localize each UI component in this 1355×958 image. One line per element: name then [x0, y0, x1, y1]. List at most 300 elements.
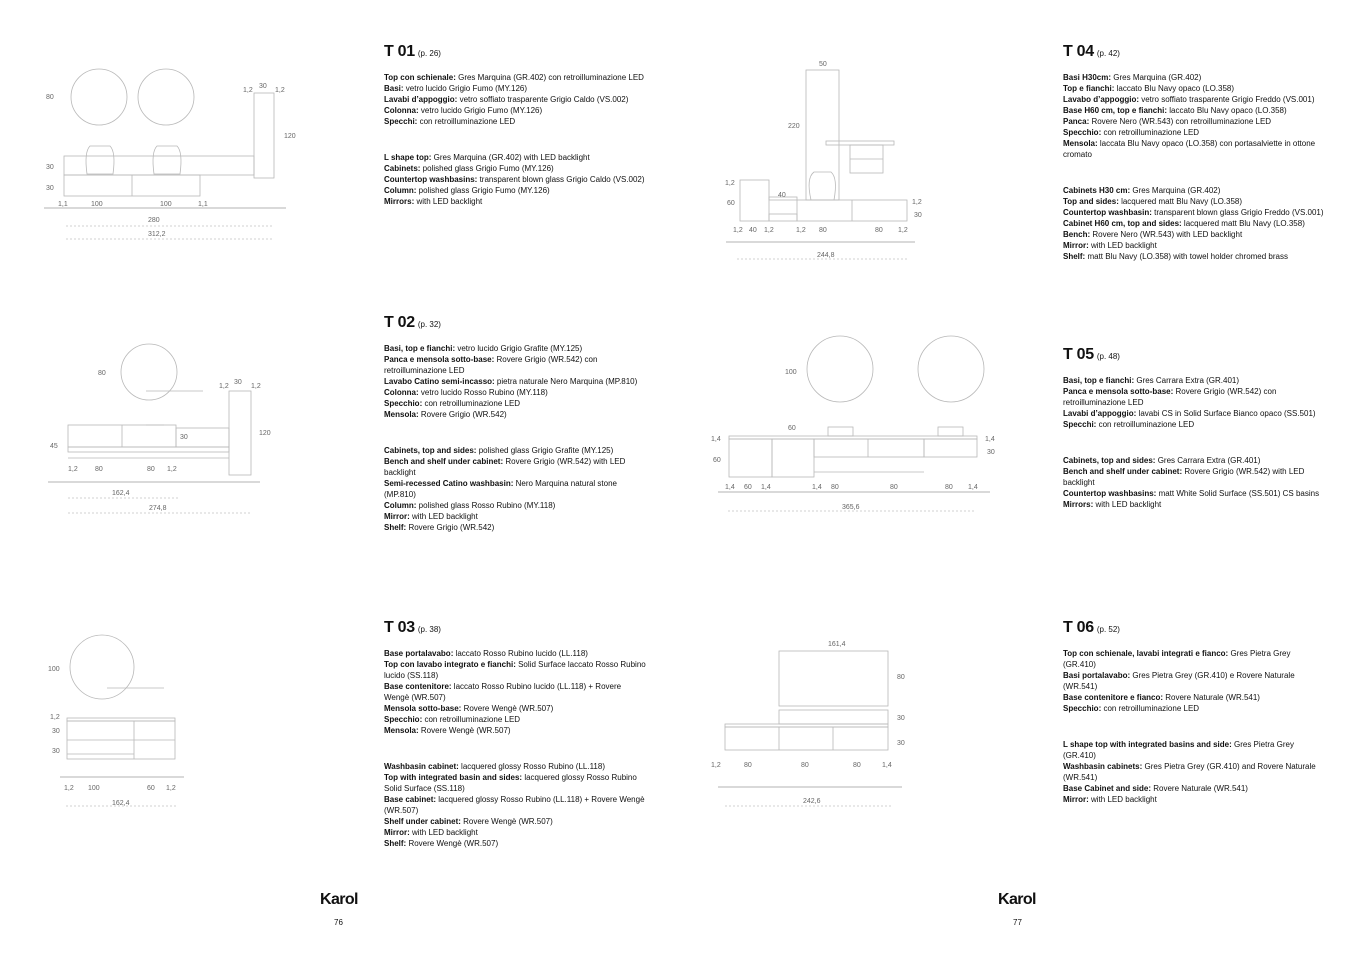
- spec-line: [1063, 207, 1325, 218]
- spec-label: Colonna:: [384, 106, 419, 115]
- t04-title: [1063, 43, 1325, 63]
- spec-line: [1063, 251, 1325, 262]
- spec-line: [1063, 783, 1325, 794]
- spec-label: Base Cabinet and side:: [1063, 784, 1152, 793]
- spec-line: [384, 827, 646, 838]
- t06-section-gap: [1063, 714, 1325, 739]
- spec-label: Base contenitore:: [384, 682, 452, 691]
- spec-label: Top e fianchi:: [1063, 84, 1115, 93]
- spec-value: Rovere Nero (WR.543) with LED backlight: [1090, 230, 1243, 239]
- spec-label: Specchio:: [1063, 128, 1102, 137]
- spec-value: Gres Pietra Grey (GR.410): [1063, 649, 1291, 669]
- spec-line: [384, 94, 646, 105]
- spec-line: [384, 681, 646, 703]
- t06-dim-b1: 1,2: [711, 762, 721, 769]
- t04-dim-b6: 80: [875, 227, 883, 234]
- spec-label: Specchio:: [1063, 704, 1102, 713]
- spec-line: [384, 456, 646, 478]
- spec-line: [384, 648, 646, 659]
- spec-label: Base portalavabo:: [384, 649, 454, 658]
- spec-label: Basi, top e fianchi:: [384, 344, 456, 353]
- spec-line: [384, 185, 646, 196]
- t01-title: [384, 43, 646, 63]
- spec-label: Basi:: [384, 84, 404, 93]
- spec-label: L shape top with integrated basins and side:: [1063, 740, 1232, 749]
- spec-value: with LED backlight: [414, 197, 483, 206]
- t06-drawing: [711, 641, 905, 806]
- spec-line: [384, 511, 646, 522]
- t04-italian-spec: [1063, 72, 1325, 160]
- t05-section-gap: [1063, 430, 1325, 455]
- spec-value: matt White Solid Surface (SS.501) CS basins: [1156, 489, 1320, 498]
- t01-english-spec: [384, 152, 646, 207]
- spec-line: [384, 116, 646, 127]
- t05-drawing: [711, 336, 995, 511]
- spec-value: Nero Marquina natural stone (MP.810): [384, 479, 618, 499]
- spec-line: [384, 659, 646, 681]
- spec-label: Shelf:: [384, 839, 407, 848]
- t04-dim-b1: 1,2: [733, 227, 743, 234]
- spec-value: Rovere Naturale (WR.541): [1151, 784, 1248, 793]
- t02-title-text: T 02: [384, 314, 415, 331]
- t01-dim-1-2b: 1,2: [275, 87, 285, 94]
- spec-label: Bench:: [1063, 230, 1091, 239]
- spec-label: Bench and shelf under cabinet:: [384, 457, 504, 466]
- t06-dim-30b: 30: [897, 740, 905, 747]
- spec-label: Panca:: [1063, 117, 1090, 126]
- spec-value: laccato Rosso Rubino lucido (LL.118): [453, 649, 588, 658]
- t02-spec: [384, 314, 646, 533]
- t02-dim-1-2b: 1,2: [251, 383, 261, 390]
- spec-line: [1063, 138, 1325, 160]
- t05-title-text: T 05: [1063, 346, 1094, 363]
- t02-title: [384, 314, 646, 334]
- spec-value: transparent blown glass Grigio Caldo (VS.002): [477, 175, 645, 184]
- t01-dim-30: 30: [259, 83, 267, 90]
- spec-line: [1063, 408, 1325, 419]
- spec-line: [384, 522, 646, 533]
- t01-section-gap: [384, 127, 646, 152]
- spec-label: Mirror:: [384, 828, 410, 837]
- spec-value: Rovere Wengè (WR.507): [461, 704, 554, 713]
- spec-label: Shelf:: [1063, 252, 1086, 261]
- t02-dim-1-2c: 1,2: [68, 466, 78, 473]
- t05-italian-spec: [1063, 375, 1325, 430]
- spec-value: Gres Pietra Grey (GR.410) and Rovere Naturale (WR.541): [1063, 762, 1316, 782]
- spec-label: Lavabi d’appoggio:: [1063, 409, 1137, 418]
- t06-dim-b4: 80: [853, 762, 861, 769]
- spec-value: laccata Blu Navy opaco (LO.358) con portasalviette in ottone cromato: [1063, 139, 1316, 159]
- spec-label: Cabinets, top and sides:: [1063, 456, 1156, 465]
- spec-line: [384, 376, 646, 387]
- spec-label: Lavabo d’appoggio:: [1063, 95, 1139, 104]
- spec-line: [384, 703, 646, 714]
- spec-line: [1063, 761, 1325, 783]
- t01-page-ref: (p. 26): [417, 49, 441, 58]
- spec-line: [384, 387, 646, 398]
- t04-page-ref: (p. 42): [1096, 49, 1120, 58]
- spec-label: Countertop washbasins:: [1063, 489, 1157, 498]
- spec-value: con retroilluminazione LED: [1101, 128, 1200, 137]
- spec-value: con retroilluminazione LED: [422, 715, 521, 724]
- t06-dim-b2: 80: [744, 762, 752, 769]
- spec-line: [1063, 455, 1325, 466]
- t02-dim-80b: 80: [147, 466, 155, 473]
- spec-value: Rovere Grigio (WR.542) with LED backlight: [1063, 467, 1305, 487]
- spec-label: Bench and shelf under cabinet:: [1063, 467, 1183, 476]
- spec-label: L shape top:: [384, 153, 432, 162]
- t05-dim-60top: 60: [788, 425, 796, 432]
- t05-dim-365-6: 365,6: [842, 504, 860, 511]
- spec-label: Shelf:: [384, 523, 407, 532]
- t06-title-text: T 06: [1063, 619, 1094, 636]
- t05-dim-1-4r: 1,4: [985, 436, 995, 443]
- t01-dim-30b: 30: [46, 185, 54, 192]
- spec-line: [384, 354, 646, 376]
- t04-dim-b4: 1,2: [796, 227, 806, 234]
- spec-label: Basi H30cm:: [1063, 73, 1112, 82]
- t01-dim-30a: 30: [46, 164, 54, 171]
- spec-label: Specchi:: [384, 117, 418, 126]
- t03-english-spec: [384, 761, 646, 849]
- spec-value: laccato Blu Navy opaco (LO.358): [1114, 84, 1235, 93]
- spec-label: Top with integrated basin and sides:: [384, 773, 523, 782]
- spec-label: Top con schienale, lavabi integrati e fianco:: [1063, 649, 1229, 658]
- t01-title-text: T 01: [384, 43, 415, 60]
- spec-label: Mensola:: [1063, 139, 1098, 148]
- spec-line: [1063, 83, 1325, 94]
- spec-line: [1063, 692, 1325, 703]
- spec-value: lacquered glossy Rosso Rubino Solid Surface (SS.118): [384, 773, 637, 793]
- t03-dim-60: 60: [147, 785, 155, 792]
- brand-logo-left: Karol: [320, 891, 358, 908]
- spec-value: Rovere Wengè (WR.507): [406, 839, 499, 848]
- spec-value: Gres Marquina (GR.402): [1130, 186, 1221, 195]
- t04-dim-1-2a: 1,2: [725, 180, 735, 187]
- spec-value: lacquered matt Blu Navy (LO.358): [1181, 219, 1305, 228]
- t01-dim-100a: 100: [91, 201, 103, 208]
- spec-label: Specchio:: [384, 399, 423, 408]
- spec-label: Mirrors:: [384, 197, 415, 206]
- t05-dim-b6: 80: [890, 484, 898, 491]
- spec-line: [1063, 375, 1325, 386]
- spec-line: [384, 714, 646, 725]
- spec-value: Rovere Grigio (WR.542): [406, 523, 495, 532]
- spec-label: Mensola:: [384, 410, 419, 419]
- t06-page-ref: (p. 52): [1096, 625, 1120, 634]
- t02-dim-80: 80: [98, 370, 106, 377]
- spec-label: Cabinets:: [384, 164, 421, 173]
- t02-dim-120: 120: [259, 430, 271, 437]
- spec-label: Base cabinet:: [384, 795, 437, 804]
- spec-value: polished glass Grigio Fumo (MY.126): [416, 186, 550, 195]
- t06-dim-b3: 80: [801, 762, 809, 769]
- spec-value: Rovere Grigio (WR.542) con retroilluminazione LED: [1063, 387, 1277, 407]
- spec-line: [384, 772, 646, 794]
- t05-dim-b8: 1,4: [968, 484, 978, 491]
- t01-dim-80: 80: [46, 94, 54, 101]
- t04-dim-b7: 1,2: [898, 227, 908, 234]
- spec-line: [1063, 386, 1325, 408]
- spec-value: with LED backlight: [409, 512, 478, 521]
- t06-dim-30a: 30: [897, 715, 905, 722]
- spec-line: [1063, 105, 1325, 116]
- spec-value: lavabi CS in Solid Surface Bianco opaco (SS.501): [1136, 409, 1316, 418]
- spec-line: [1063, 466, 1325, 488]
- t04-dim-244-8: 244,8: [817, 252, 835, 259]
- spec-label: Countertop washbasin:: [1063, 208, 1152, 217]
- spec-label: Cabinets H30 cm:: [1063, 186, 1131, 195]
- t04-drawing: [725, 61, 922, 259]
- t05-title: [1063, 346, 1325, 366]
- spec-label: Mensola sotto-base:: [384, 704, 462, 713]
- spec-value: lacquered matt Blu Navy (LO.358): [1118, 197, 1243, 206]
- spec-value: polished glass Rosso Rubino (MY.118): [416, 501, 556, 510]
- spec-value: with LED backlight: [1093, 500, 1162, 509]
- spec-value: Gres Pietra Grey (GR.410) e Rovere Naturale (WR.541): [1063, 671, 1295, 691]
- t03-dim-30b: 30: [52, 748, 60, 755]
- t05-spec: [1063, 346, 1325, 510]
- spec-label: Panca e mensola sotto-base:: [384, 355, 495, 364]
- t05-dim-b5: 80: [831, 484, 839, 491]
- t01-dim-280: 280: [148, 217, 160, 224]
- spec-line: [384, 83, 646, 94]
- t04-dim-b5: 80: [819, 227, 827, 234]
- spec-line: [1063, 739, 1325, 761]
- t04-dim-b2: 40: [749, 227, 757, 234]
- spec-line: [1063, 419, 1325, 430]
- spec-label: Column:: [384, 501, 417, 510]
- spec-label: Semi-recessed Catino washbasin:: [384, 479, 514, 488]
- spec-label: Mirror:: [1063, 241, 1089, 250]
- t02-dim-80a: 80: [95, 466, 103, 473]
- t06-dim-161-4: 161,4: [828, 641, 846, 648]
- spec-value: vetro lucido Grigio Fumo (MY.126): [403, 84, 528, 93]
- spec-value: laccato Blu Navy opaco (LO.358): [1167, 106, 1287, 115]
- spec-value: with LED backlight: [1088, 795, 1157, 804]
- t03-dim-100: 100: [48, 666, 60, 673]
- t05-dim-b1: 1,4: [725, 484, 735, 491]
- spec-value: polished glass Grigio Fumo (MY.126): [420, 164, 554, 173]
- t02-dim-30: 30: [180, 434, 188, 441]
- spec-value: with LED backlight: [409, 828, 478, 837]
- spec-line: [384, 409, 646, 420]
- t05-dim-b7: 80: [945, 484, 953, 491]
- spec-line: [384, 500, 646, 511]
- spec-line: [1063, 499, 1325, 510]
- spec-value: Gres Marquina (GR.402) con retroilluminazione LED: [455, 73, 644, 82]
- spec-line: [1063, 127, 1325, 138]
- spec-label: Mirror:: [1063, 795, 1089, 804]
- spec-label: Base contenitore e fianco:: [1063, 693, 1164, 702]
- t02-dim-162-4: 162,4: [112, 490, 130, 497]
- spec-label: Cabinets, top and sides:: [384, 446, 477, 455]
- spec-value: pietra naturale Nero Marquina (MP.810): [494, 377, 638, 386]
- t02-dim-30top: 30: [234, 379, 242, 386]
- spec-value: polished glass Grigio Grafite (MY.125): [476, 446, 614, 455]
- spec-value: lacquered glossy Rosso Rubino (LL.118) + Rovere Wengè (WR.507): [384, 795, 645, 815]
- t05-dim-b4: 1,4: [812, 484, 822, 491]
- t04-dim-60: 60: [727, 200, 735, 207]
- t01-dim-312-2: 312,2: [148, 231, 166, 238]
- t01-drawing: [44, 69, 296, 239]
- spec-value: transparent blown glass Grigio Freddo (VS.001): [1151, 208, 1324, 217]
- spec-line: [1063, 229, 1325, 240]
- spec-label: Lavabi d’appoggio:: [384, 95, 458, 104]
- t04-spec: [1063, 43, 1325, 262]
- t03-dim-1-2b: 1,2: [166, 785, 176, 792]
- t04-dim-b3: 1,2: [764, 227, 774, 234]
- spec-line: [1063, 116, 1325, 127]
- t02-dim-1-2d: 1,2: [167, 466, 177, 473]
- t01-italian-spec: [384, 72, 646, 127]
- spec-value: Gres Marquina (GR.402): [1111, 73, 1202, 82]
- page-number-right: 77: [1013, 918, 1022, 927]
- t06-spec: [1063, 619, 1325, 805]
- spec-label: Top con schienale:: [384, 73, 456, 82]
- spec-line: [1063, 670, 1325, 692]
- t01-dim-100b: 100: [160, 201, 172, 208]
- spec-label: Top con lavabo integrato e fianchi:: [384, 660, 516, 669]
- t03-title-text: T 03: [384, 619, 415, 636]
- t01-dim-120: 120: [284, 133, 296, 140]
- spec-value: vetro soffiato trasparente Grigio Caldo (VS.002): [457, 95, 629, 104]
- t04-section-gap: [1063, 160, 1325, 185]
- t02-italian-spec: [384, 343, 646, 420]
- spec-line: [384, 816, 646, 827]
- spec-value: vetro lucido Grigio Fumo (MY.126): [418, 106, 543, 115]
- spec-label: Mirrors:: [1063, 500, 1094, 509]
- spec-value: Solid Surface laccato Rosso Rubino lucido (SS.118): [384, 660, 646, 680]
- spec-label: Panca e mensola sotto-base:: [1063, 387, 1174, 396]
- t03-drawing: [48, 635, 184, 807]
- page-number-left: 76: [334, 918, 343, 927]
- t04-dim-30: 30: [914, 212, 922, 219]
- t01-spec: [384, 43, 646, 207]
- spec-value: con retroilluminazione LED: [1096, 420, 1195, 429]
- t04-title-text: T 04: [1063, 43, 1094, 60]
- spec-value: con retroilluminazione LED: [1101, 704, 1200, 713]
- spec-label: Basi, top e fianchi:: [1063, 376, 1135, 385]
- t05-english-spec: [1063, 455, 1325, 510]
- t03-page-ref: (p. 38): [417, 625, 441, 634]
- spec-line: [384, 152, 646, 163]
- spec-value: Gres Carrara Extra (GR.401): [1134, 376, 1240, 385]
- t01-dim-1-1b: 1,1: [198, 201, 208, 208]
- spec-line: [1063, 703, 1325, 714]
- t05-dim-b2: 60: [744, 484, 752, 491]
- spec-label: Base H60 cm, top e fianchi:: [1063, 106, 1168, 115]
- spec-value: laccato Rosso Rubino lucido (LL.118) + Rovere Wengè (WR.507): [384, 682, 622, 702]
- spec-label: Mensola:: [384, 726, 419, 735]
- t02-drawing: [48, 344, 271, 513]
- brand-logo-right: Karol: [998, 891, 1036, 908]
- t05-dim-100: 100: [785, 369, 797, 376]
- t03-dim-162-4: 162,4: [112, 800, 130, 807]
- t02-dim-274-8: 274,8: [149, 505, 167, 512]
- t03-italian-spec: [384, 648, 646, 736]
- spec-value: Rovere Wengè (WR.507): [418, 726, 511, 735]
- spec-value: Rovere Grigio (WR.542) con retroilluminazione LED: [384, 355, 598, 375]
- t04-dim-40: 40: [778, 192, 786, 199]
- t06-title: [1063, 619, 1325, 639]
- spec-label: Cabinet H60 cm, top and sides:: [1063, 219, 1182, 228]
- spec-value: Rovere Nero (WR.543) con retroilluminazione LED: [1089, 117, 1272, 126]
- t05-dim-1-4a: 1,4: [711, 436, 721, 443]
- t02-dim-45: 45: [50, 443, 58, 450]
- t06-italian-spec: [1063, 648, 1325, 714]
- spec-value: Rovere Wengè (WR.507): [460, 817, 553, 826]
- spec-line: [1063, 240, 1325, 251]
- spec-line: [1063, 94, 1325, 105]
- spec-line: [384, 163, 646, 174]
- t05-dim-30: 30: [987, 449, 995, 456]
- spec-value: vetro soffiato trasparente Grigio Freddo (VS.001): [1139, 95, 1315, 104]
- spec-line: [384, 105, 646, 116]
- t05-page-ref: (p. 48): [1096, 352, 1120, 361]
- spec-line: [1063, 648, 1325, 670]
- spec-label: Washbasin cabinets:: [1063, 762, 1143, 771]
- spec-line: [384, 725, 646, 736]
- spec-value: Gres Carrara Extra (GR.401): [1155, 456, 1261, 465]
- t01-dim-1-1a: 1,1: [58, 201, 68, 208]
- spec-label: Lavabo Catino semi-incasso:: [384, 377, 495, 386]
- spec-label: Specchi:: [1063, 420, 1097, 429]
- t04-dim-220: 220: [788, 123, 800, 130]
- spec-line: [384, 174, 646, 185]
- t05-dim-60: 60: [713, 457, 721, 464]
- spec-line: [1063, 794, 1325, 805]
- spec-label: Mirror:: [384, 512, 410, 521]
- t06-english-spec: [1063, 739, 1325, 805]
- t03-dim-1-2: 1,2: [50, 714, 60, 721]
- spec-label: Basi portalavabo:: [1063, 671, 1131, 680]
- spec-line: [384, 761, 646, 772]
- spec-line: [384, 343, 646, 354]
- t03-section-gap: [384, 736, 646, 761]
- spec-line: [1063, 488, 1325, 499]
- t06-dim-242-6: 242,6: [803, 798, 821, 805]
- spec-value: Gres Pietra Grey (GR.410): [1063, 740, 1295, 760]
- spec-line: [384, 838, 646, 849]
- spec-line: [1063, 218, 1325, 229]
- t03-dim-30a: 30: [52, 728, 60, 735]
- t01-dim-1-2a: 1,2: [243, 87, 253, 94]
- spec-line: [384, 794, 646, 816]
- spec-value: vetro lucido Grigio Grafite (MY.125): [455, 344, 583, 353]
- spec-value: lacquered glossy Rosso Rubino (LL.118): [458, 762, 605, 771]
- t04-dim-50: 50: [819, 61, 827, 68]
- spec-label: Washbasin cabinet:: [384, 762, 459, 771]
- spec-line: [384, 398, 646, 409]
- spec-label: Top and sides:: [1063, 197, 1119, 206]
- spec-line: [384, 478, 646, 500]
- spec-label: Shelf under cabinet:: [384, 817, 461, 826]
- t03-spec: [384, 619, 646, 849]
- spec-value: Gres Marquina (GR.402) with LED backlight: [431, 153, 590, 162]
- spec-value: Rovere Naturale (WR.541): [1163, 693, 1260, 702]
- spec-value: con retroilluminazione LED: [422, 399, 521, 408]
- t06-dim-b5: 1,4: [882, 762, 892, 769]
- spec-value: Rovere Grigio (WR.542) with LED backlight: [384, 457, 626, 477]
- t03-title: [384, 619, 646, 639]
- spec-line: [384, 445, 646, 456]
- t06-dim-80: 80: [897, 674, 905, 681]
- t03-dim-1-2a: 1,2: [64, 785, 74, 792]
- spec-line: [1063, 72, 1325, 83]
- spec-value: vetro lucido Rosso Rubino (MY.118): [418, 388, 548, 397]
- t02-page-ref: (p. 32): [417, 320, 441, 329]
